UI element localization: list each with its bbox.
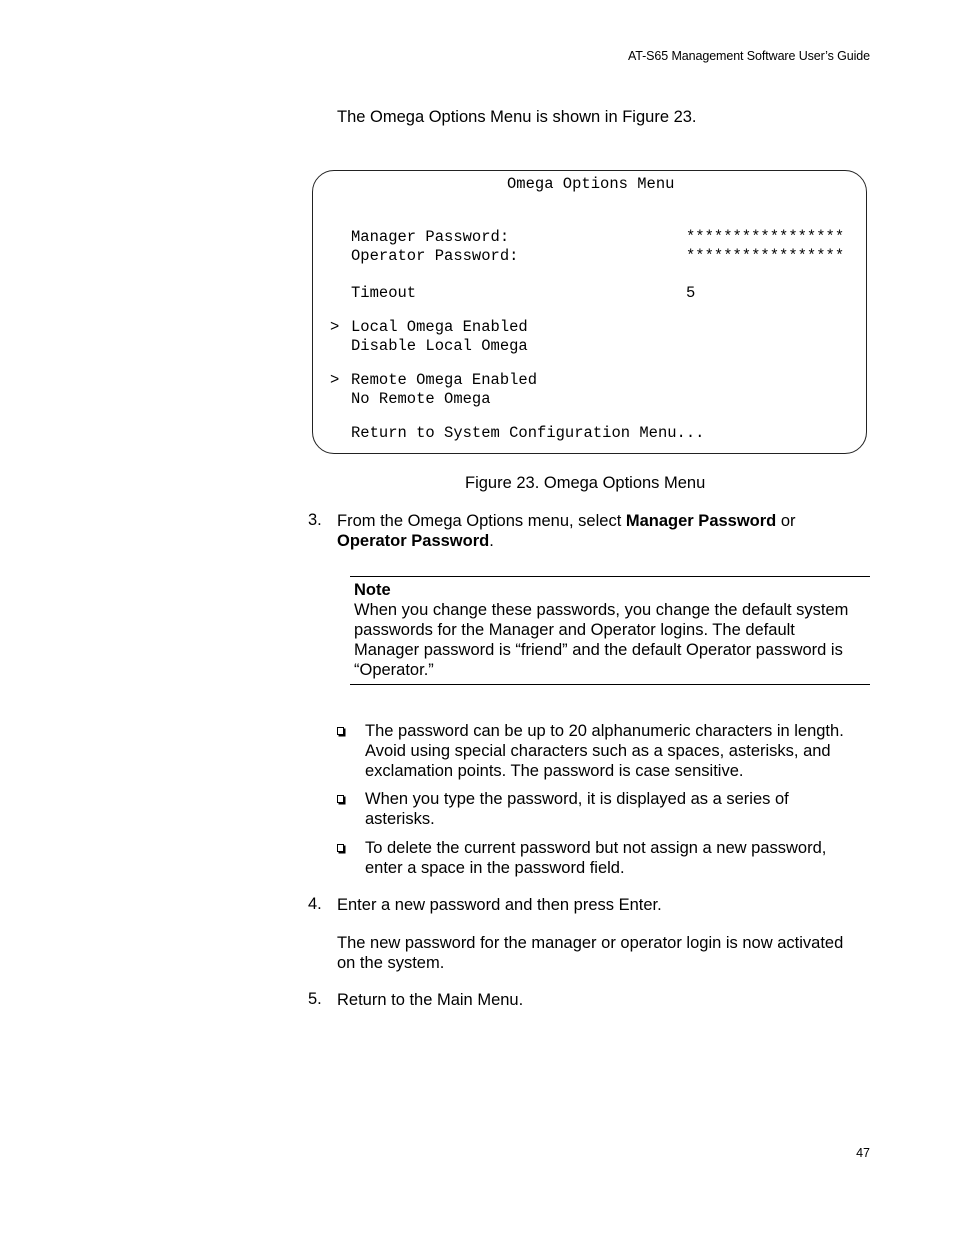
running-header: AT-S65 Management Software User’s Guide (627, 49, 870, 63)
bullet-line: asterisks. (365, 810, 435, 828)
local-omega-enabled: Local Omega Enabled (351, 318, 528, 336)
return-menu-item: Return to System Configuration Menu... (351, 424, 705, 442)
note-title: Note (354, 581, 391, 599)
no-remote-omega: No Remote Omega (351, 390, 491, 408)
followup-line: The new password for the manager or operator login is now activated (337, 934, 844, 952)
bullet-item (365, 721, 870, 781)
step-3-text (337, 511, 870, 551)
bullet-line: The password can be up to 20 alphanumeric characters in length. (365, 722, 844, 740)
page-number: 47 (856, 1146, 870, 1160)
bullet-line: exclamation points. The password is case sensitive. (365, 762, 744, 780)
local-selected-marker: > (330, 318, 340, 336)
figure-caption: Figure 23. Omega Options Menu (465, 474, 706, 492)
note-line: When you change these passwords, you change the default system (354, 601, 849, 619)
step-4-number: 4. (308, 895, 322, 913)
operator-password-value: ***************** (686, 247, 845, 265)
step-3-text-b: or (776, 512, 796, 530)
step-3-bold-manager: Manager Password (625, 512, 777, 530)
step-5-text: Return to the Main Menu. (337, 991, 524, 1009)
note-line: “Operator.” (354, 661, 434, 679)
bullet-item (365, 789, 870, 829)
note-line: Manager password is “friend” and the default Operator password is (354, 641, 843, 659)
step-3-number: 3. (308, 511, 322, 529)
bullet-line: To delete the current password but not assign a new password, (365, 839, 827, 857)
checkbox-bullet-icon (337, 727, 344, 735)
checkbox-bullet-icon (337, 844, 344, 852)
step-5-number: 5. (308, 990, 322, 1008)
step-3-bold-operator: Operator Password (337, 532, 490, 550)
note-line: passwords for the Manager and Operator logins. The default (354, 621, 795, 639)
bullet-item (365, 838, 870, 878)
checkbox-bullet-icon (337, 795, 344, 803)
timeout-value: 5 (686, 284, 696, 302)
note-body (354, 600, 870, 680)
followup-line: on the system. (337, 954, 445, 972)
step-3-text-c: . (489, 532, 494, 550)
disable-local-omega: Disable Local Omega (351, 337, 528, 355)
note-bottom-rule (350, 684, 870, 685)
bullet-line: When you type the password, it is displayed as a series of (365, 790, 789, 808)
note-top-rule (350, 576, 870, 577)
step-4-text: Enter a new password and then press Enter. (337, 896, 662, 914)
bullet-line: enter a space in the password field. (365, 859, 625, 877)
manager-password-label: Manager Password: (351, 228, 510, 246)
step-3-text-a: From the Omega Options menu, select (337, 512, 626, 530)
operator-password-label: Operator Password: (351, 247, 519, 265)
step-4-followup (337, 933, 870, 973)
remote-selected-marker: > (330, 371, 340, 389)
bullet-line: Avoid using special characters such as a spaces, asterisks, and (365, 742, 831, 760)
timeout-label: Timeout (351, 284, 417, 302)
omega-options-screen (312, 170, 867, 454)
screen-title: Omega Options Menu (507, 175, 675, 193)
remote-omega-enabled: Remote Omega Enabled (351, 371, 538, 389)
intro-text: The Omega Options Menu is shown in Figure 23. (337, 108, 697, 126)
manager-password-value: ***************** (686, 228, 845, 246)
